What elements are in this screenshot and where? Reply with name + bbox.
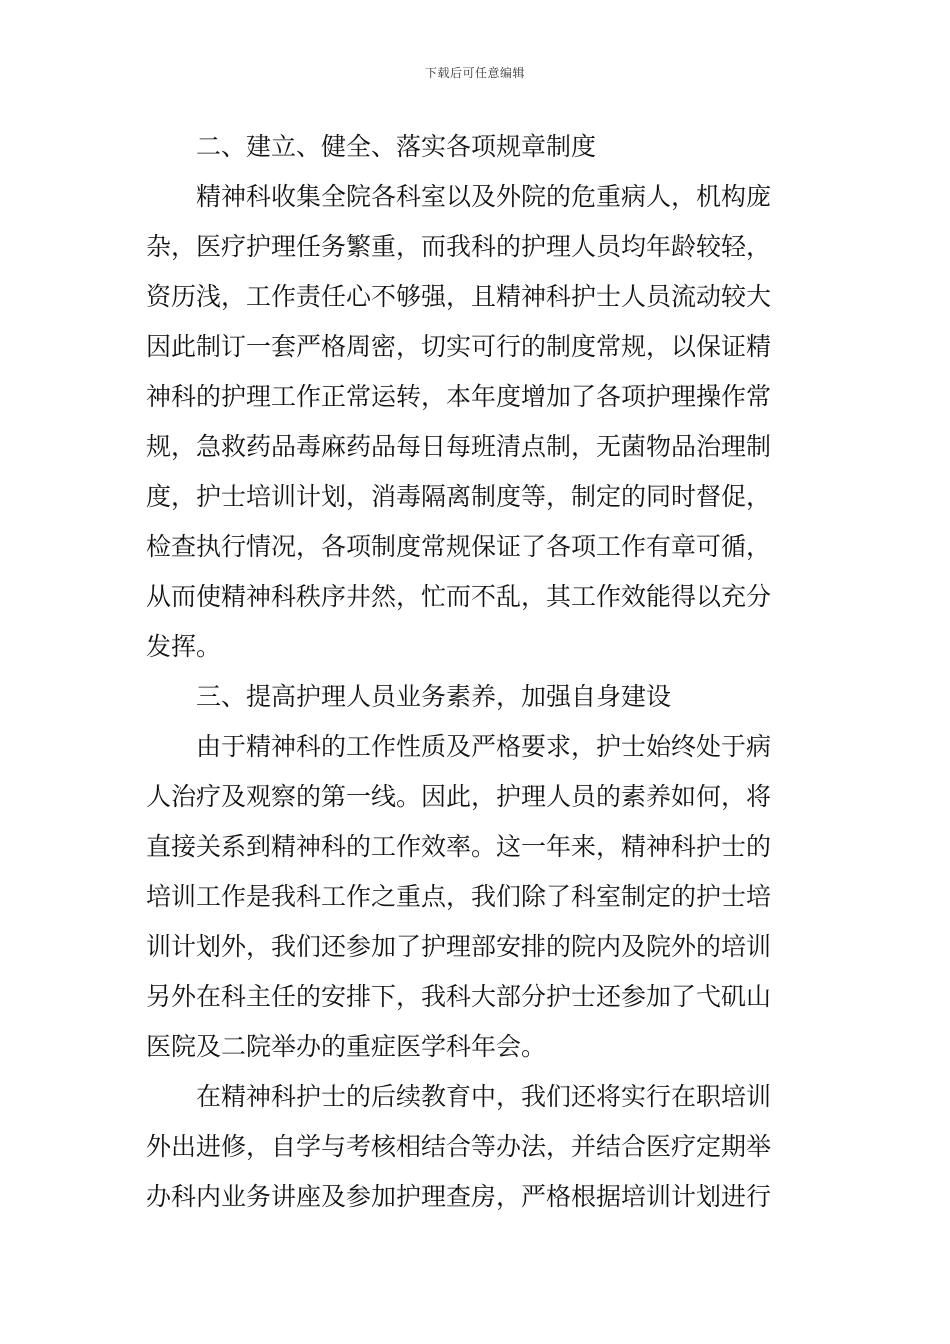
paragraph-line: 直接关系到精神科的工作效率。这一年来，精神科护士的: [146, 832, 772, 861]
paragraph-line: 神科的护理工作正常运转，本年度增加了各项护理操作常: [146, 382, 772, 411]
paragraph-line: 因此制订一套严格周密，切实可行的制度常规，以保证精: [146, 332, 772, 361]
paragraph-start-line: 在精神科护士的后续教育中，我们还将实行在职培训: [196, 1082, 772, 1111]
document-body: [146, 122, 810, 1222]
paragraph-line: 另外在科主任的安排下，我科大部分护士还参加了弋矶山: [146, 982, 772, 1011]
paragraph-line: 杂，医疗护理任务繁重，而我科的护理人员均年龄较轻，: [146, 232, 772, 261]
paragraph-start-line: 由于精神科的工作性质及严格要求，护士始终处于病: [196, 732, 772, 761]
paragraph-start-line: 精神科收集全院各科室以及外院的危重病人，机构庞: [196, 182, 772, 211]
page-header-note: 下载后可任意编辑: [424, 66, 525, 80]
paragraph-line: 检查执行情况，各项制度常规保证了各项工作有章可循，: [146, 532, 772, 561]
paragraph-line: 办科内业务讲座及参加护理查房，严格根据培训计划进行: [146, 1182, 772, 1211]
paragraph-line: 人治疗及观察的第一线。因此，护理人员的素养如何，将: [146, 782, 772, 811]
paragraph-start-line: 二、建立、健全、落实各项规章制度: [196, 132, 597, 161]
paragraph-line: 资历浅，工作责任心不够强，且精神科护士人员流动较大: [146, 282, 772, 311]
paragraph-line: 从而使精神科秩序井然，忙而不乱，其工作效能得以充分: [146, 582, 772, 611]
paragraph-start-line: 三、提高护理人员业务素养，加强自身建设: [196, 682, 672, 711]
paragraph-line: 规，急救药品毒麻药品每日每班清点制，无菌物品治理制: [146, 432, 772, 461]
paragraph-line: 医院及二院举办的重症医学科年会。: [146, 1032, 547, 1061]
paragraph-line: 培训工作是我科工作之重点，我们除了科室制定的护士培: [146, 882, 772, 911]
paragraph-line: 外出进修，自学与考核相结合等办法，并结合医疗定期举: [146, 1132, 772, 1161]
paragraph-line: 度，护士培训计划，消毒隔离制度等，制定的同时督促，: [146, 482, 772, 511]
paragraph-line: 训计划外，我们还参加了护理部安排的院内及院外的培训: [146, 932, 772, 961]
paragraph-line: 发挥。: [146, 632, 222, 661]
